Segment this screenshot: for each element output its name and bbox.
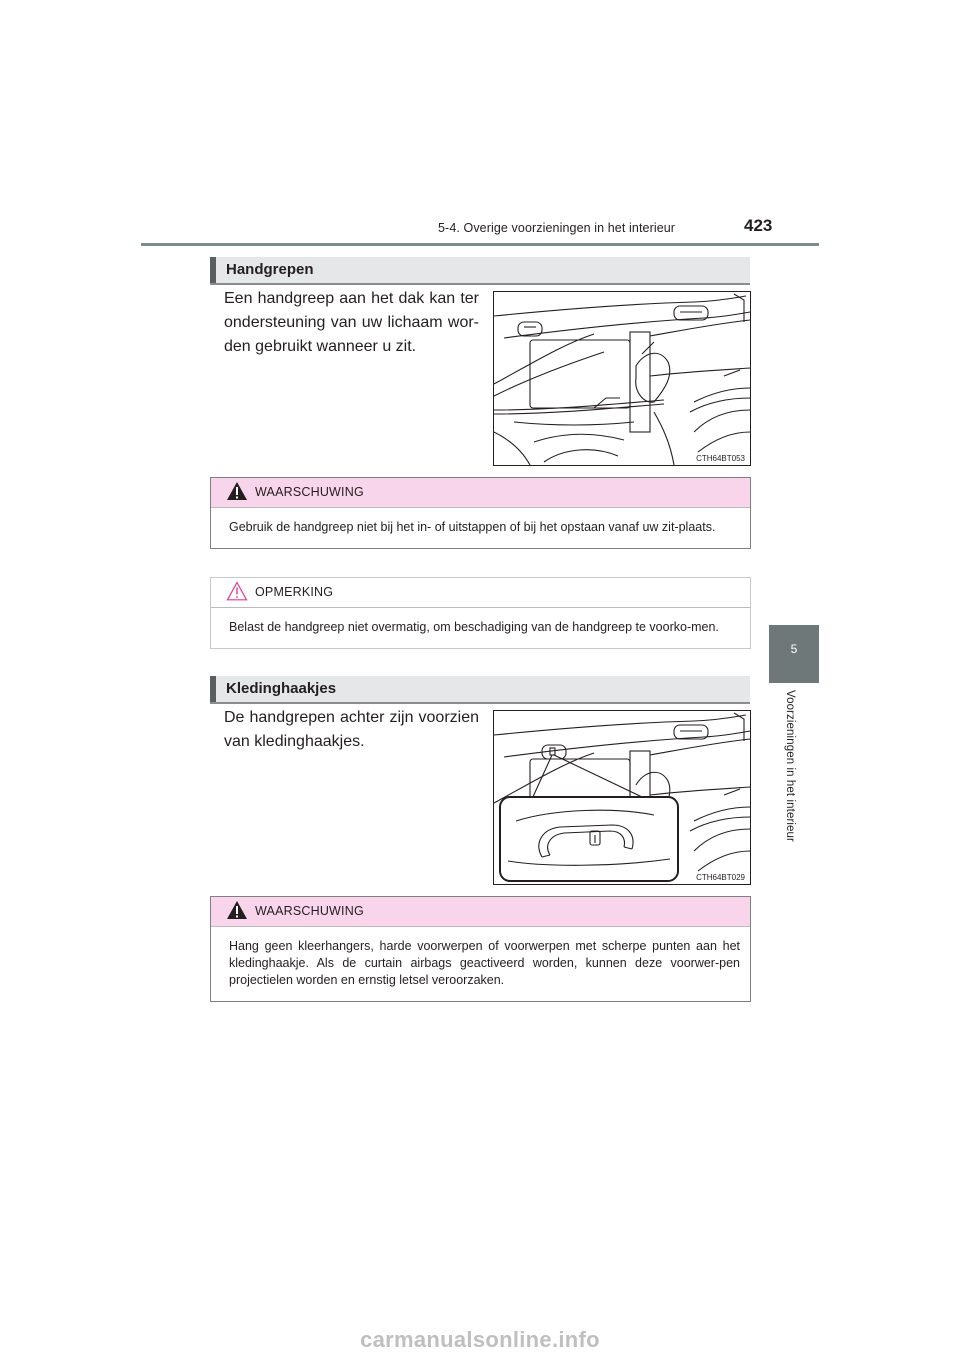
warning-box-2 xyxy=(210,896,751,1002)
figure-code: CTH64BT029 xyxy=(696,873,745,882)
section-underline xyxy=(210,702,750,704)
warning-box-1 xyxy=(210,477,751,549)
notice-text: Belast de handgreep niet overmatig, om beschadiging van de handgreep te voorko-men. xyxy=(229,620,719,634)
section-title: Handgrepen xyxy=(226,261,314,278)
figure-code: CTH64BT053 xyxy=(696,454,745,463)
running-header: 5-4. Overige voorzieningen in het interieur xyxy=(438,221,676,235)
notice-box xyxy=(210,577,751,649)
chapter-tab: 5 xyxy=(769,625,819,683)
warning-triangle-icon xyxy=(226,900,248,925)
page-number: 423 xyxy=(744,216,773,235)
notice-label: OPMERKING xyxy=(255,585,334,599)
section-underline xyxy=(210,283,750,285)
notice-header xyxy=(211,578,750,608)
figure-coat-hook xyxy=(493,710,751,885)
section-title: Kledinghaakjes xyxy=(226,680,337,697)
warning-label: WAARSCHUWING xyxy=(255,904,364,918)
coat-hook-illustration xyxy=(494,711,750,884)
section-accent xyxy=(210,257,216,283)
section-heading-handgrepen xyxy=(210,257,750,283)
section-accent xyxy=(210,676,216,702)
warning-label: WAARSCHUWING xyxy=(255,485,364,499)
assist-grip-illustration xyxy=(494,292,750,465)
chapter-label: Voorzieningen in het interieur xyxy=(784,690,796,842)
watermark: carmanualsonline.info xyxy=(360,1327,600,1352)
caution-triangle-icon xyxy=(226,581,248,606)
section-heading-kledinghaakjes xyxy=(210,676,750,702)
section-text-kledinghaakjes: De handgrepen achter zijn voorzien van kledinghaakjes. xyxy=(224,709,479,750)
header-rule xyxy=(141,243,819,246)
warning-header xyxy=(211,897,750,927)
warning-text: Hang geen kleerhangers, harde voorwerpen of voorwerpen met scherpe punten aan het kledinghaakje. Als de curtain airbags geactiveerd worden, kunnen deze voorwer-pen projectielen worden en ernstig letsel veroorzaken. xyxy=(229,939,740,987)
figure-assist-grip xyxy=(493,291,751,466)
warning-triangle-icon xyxy=(226,481,248,506)
warning-header xyxy=(211,478,750,508)
section-text-handgrepen: Een handgreep aan het dak kan ter ondersteuning van uw lichaam wor-den gebruikt wanneer u zit. xyxy=(224,290,479,355)
warning-text: Gebruik de handgreep niet bij het in- of uitstappen of bij het opstaan vanaf uw zit-plaats. xyxy=(229,520,716,534)
